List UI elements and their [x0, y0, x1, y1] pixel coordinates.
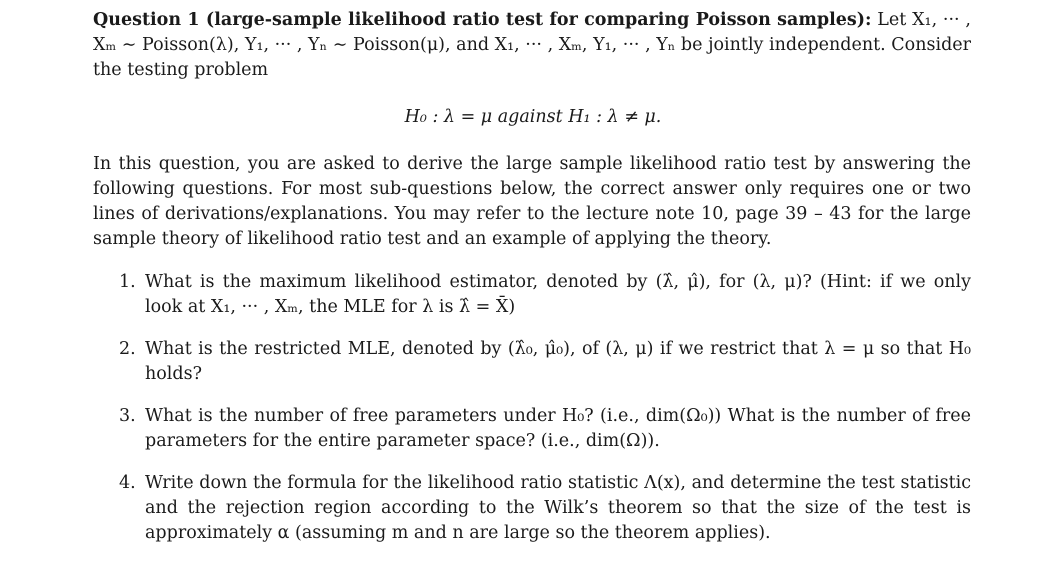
sub-question-4 [93, 471, 971, 546]
sub-question-text: Write down the formula for the likelihood ratio statistic Λ(x), and determine the test statistic and the rejection region according to the Wilk’s theorem so that the size of the test is approximately α (assuming m and n are large so the theorem applies). [145, 473, 971, 543]
sub-question-text: What is the number of free parameters under H₀? (i.e., dim(Ω₀)) What is the number of free parameters for the entire parameter space? (i.e., dim(Ω)). [145, 406, 971, 451]
sub-question-number: 4. [119, 473, 136, 493]
sub-question-2 [93, 337, 971, 387]
sub-question-number: 3. [119, 406, 136, 426]
instructions-paragraph: In this question, you are asked to derive the large sample likelihood ratio test by answering the following questions. For most sub-questions below, the correct answer only requires one or two lines of derivations/explanations. You may refer to the lecture note 10, page 39 – 43 for the large sample theory of likelihood ratio test and an example of applying the theory. [93, 154, 971, 249]
sub-question-text: What is the maximum likelihood estimator, denoted by (λ̂, μ̂), for (λ, μ)? (Hint: if we only look at X₁, ··· , Xₘ, the MLE for λ is λ̂ = X̄) [145, 272, 971, 317]
sub-question-text: What is the restricted MLE, denoted by (λ̂₀, μ̂₀), of (λ, μ) if we restrict that λ = μ so that H₀ holds? [145, 339, 971, 384]
sub-question-number: 1. [119, 272, 136, 292]
question-intro-text: Let X₁, ··· , Xₘ ∼ Poisson(λ), Y₁, ··· , Yₙ ∼ Poisson(μ), and X₁, ··· , Xₘ, Y₁, ··· , Yₙ be jointly independent. Consider the testing problem [93, 10, 971, 80]
sub-question-list [93, 270, 971, 563]
question-intro [93, 8, 971, 83]
question-heading: Question 1 (large-sample likelihood ratio test for comparing Poisson samples): [93, 10, 872, 30]
sub-question-1 [93, 270, 971, 320]
hypothesis-equation: H₀ : λ = μ against H₁ : λ ≠ μ. [404, 107, 662, 127]
sub-question-3 [93, 404, 971, 454]
sub-question-number: 2. [119, 339, 136, 359]
